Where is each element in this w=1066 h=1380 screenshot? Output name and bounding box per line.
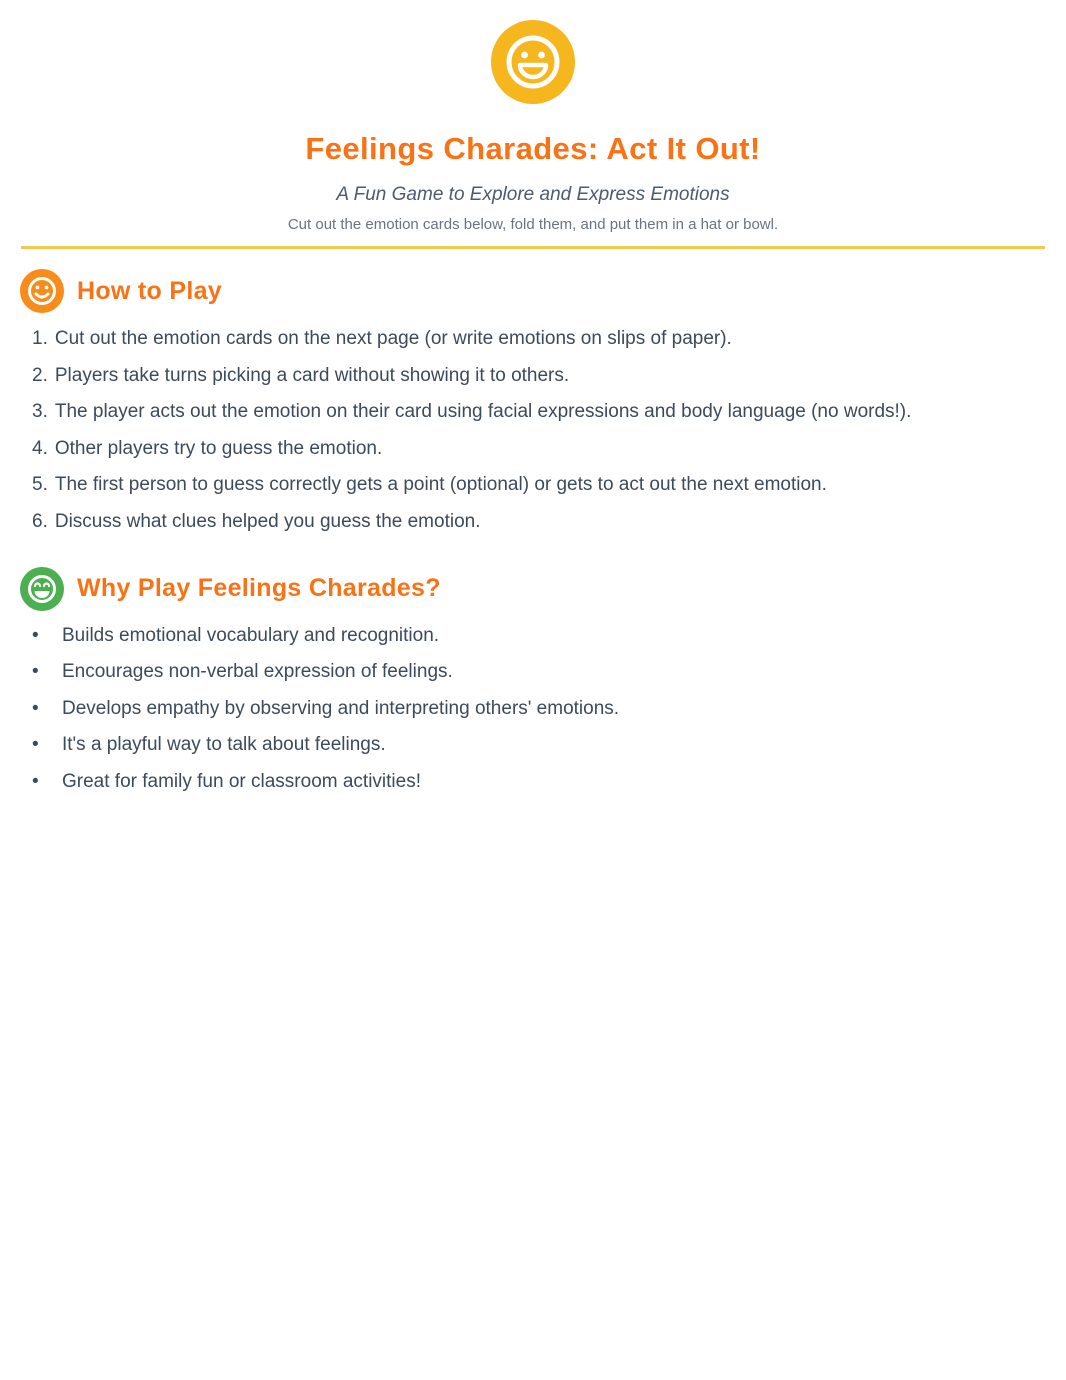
why-play-title: Why Play Feelings Charades? (77, 574, 441, 602)
bullet-item: • Encourages non-verbal expression of feelings. (0, 660, 1026, 683)
smiley-smile-icon (20, 269, 64, 313)
step-item (32, 400, 1026, 423)
page-title: Feelings Charades: Act It Out! (305, 131, 761, 166)
header-icon-wrap (0, 0, 1066, 104)
step-item (32, 473, 1026, 496)
why-play-section (0, 567, 1066, 793)
step-number: 1. (32, 328, 48, 349)
why-play-heading-row (20, 567, 1066, 611)
why-play-bullets (0, 624, 1026, 793)
step-text: Discuss what clues helped you guess the emotion. (54, 510, 481, 532)
step-number: 4. (32, 437, 48, 459)
page-instruction-note: Cut out the emotion cards below, fold them, and put them in a hat or bowl. (287, 216, 779, 233)
step-number: 6. (32, 510, 48, 532)
step-text: The first person to guess correctly gets a point (optional) or gets to act out the next emotion. (54, 474, 827, 495)
bullet-item: • Builds emotional vocabulary and recognition. (0, 624, 1026, 647)
bullet-item: • Great for family fun or classroom activities! (0, 770, 1026, 793)
smiley-laugh-icon (491, 20, 575, 104)
step-text: The player acts out the emotion on their card using facial expressions and body language (no words!). (54, 401, 912, 422)
header-divider (21, 246, 1045, 249)
bullet-item: • Develops empathy by observing and interpreting others' emotions. (0, 697, 1026, 720)
step-item (32, 437, 1026, 460)
step-item (32, 327, 1026, 350)
step-item (32, 364, 1026, 387)
how-to-play-steps (32, 327, 1026, 533)
step-text: Players take turns picking a card without showing it to others. (54, 364, 570, 386)
how-to-play-heading-row (20, 269, 1066, 313)
smiley-laugh-icon (20, 567, 64, 611)
step-text: Cut out the emotion cards on the next page (or write emotions on slips of paper). (54, 328, 732, 349)
step-item (32, 510, 1026, 533)
step-number: 3. (32, 401, 48, 422)
bullet-item: • It's a playful way to talk about feelings. (0, 733, 1026, 756)
header (0, 0, 1066, 249)
page-subtitle: A Fun Game to Explore and Express Emotions (336, 184, 730, 205)
step-number: 5. (32, 474, 48, 495)
step-number: 2. (32, 364, 48, 386)
how-to-play-section (0, 269, 1066, 533)
step-text: Other players try to guess the emotion. (54, 437, 383, 459)
how-to-play-title: How to Play (77, 276, 222, 305)
